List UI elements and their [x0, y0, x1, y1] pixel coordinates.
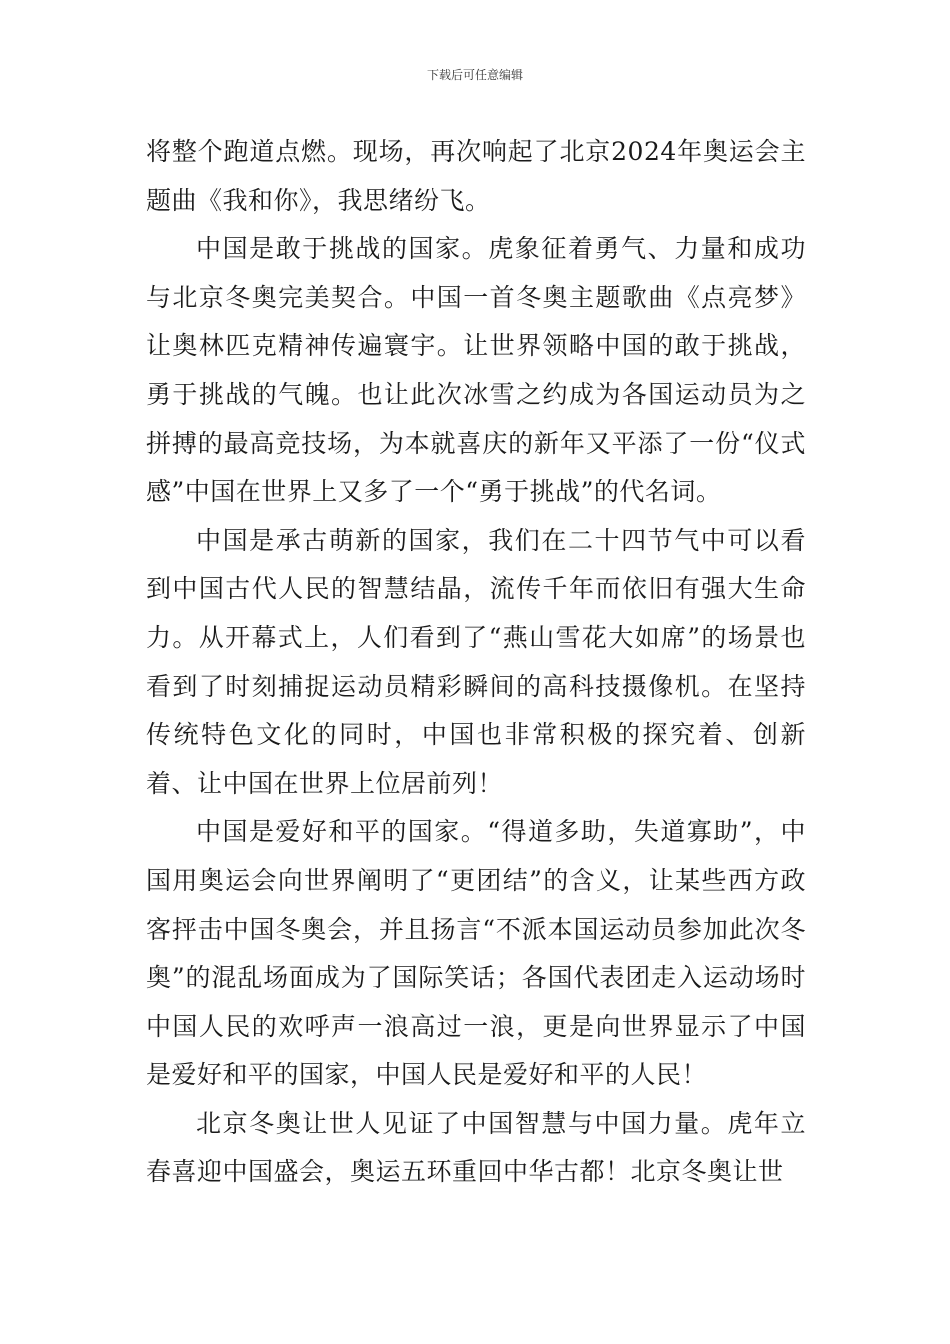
document-body: [146, 128, 806, 1197]
paragraph-peace: 中国是爱好和平的国家。“得道多助，失道寡助”，中国用奥运会向世界阐明了“更团结”的含义，让某些西方政客抨击中国冬奥会，并且扬言“不派本国运动员参加此次冬奥”的混乱场面成为了国际笑话；各国代表团走入运动场时中国人民的欢呼声一浪高过一浪，更是向世界显示了中国是爱好和平的国家，中国人民是爱好和平的人民！: [146, 817, 806, 1090]
paragraph-tradition: 中国是承古萌新的国家，我们在二十四节气中可以看到中国古代人民的智慧结晶，流传千年而依旧有强大生命力。从开幕式上，人们看到了“燕山雪花大如席”的场景也看到了时刻捕捉运动员精彩瞬间的高科技摄像机。在坚持传统特色文化的同时，中国也非常积极的探究着、创新着、让中国在世界上位居前列！: [146, 525, 806, 798]
paragraph-conclusion: 北京冬奥让世人见证了中国智慧与中国力量。虎年立春喜迎中国盛会，奥运五环重回中华古都！北京冬奥让世: [146, 1108, 806, 1187]
download-note: 下载后可任意编辑: [426, 68, 523, 82]
paragraph-challenge: 中国是敢于挑战的国家。虎象征着勇气、力量和成功与北京冬奥完美契合。中国一首冬奥主题歌曲《点亮梦》让奥林匹克精神传遍寰宇。让世界领略中国的敢于挑战，勇于挑战的气魄。也让此次冰雪之约成为各国运动员为之拼搏的最高竞技场，为本就喜庆的新年又平添了一份“仪式感”中国在世界上又多了一个“勇于挑战”的代名词。: [146, 234, 806, 507]
paragraph-continuation: 将整个跑道点燃。现场，再次响起了北京2024年奥运会主题曲《我和你》，我思绪纷飞。: [146, 137, 806, 215]
